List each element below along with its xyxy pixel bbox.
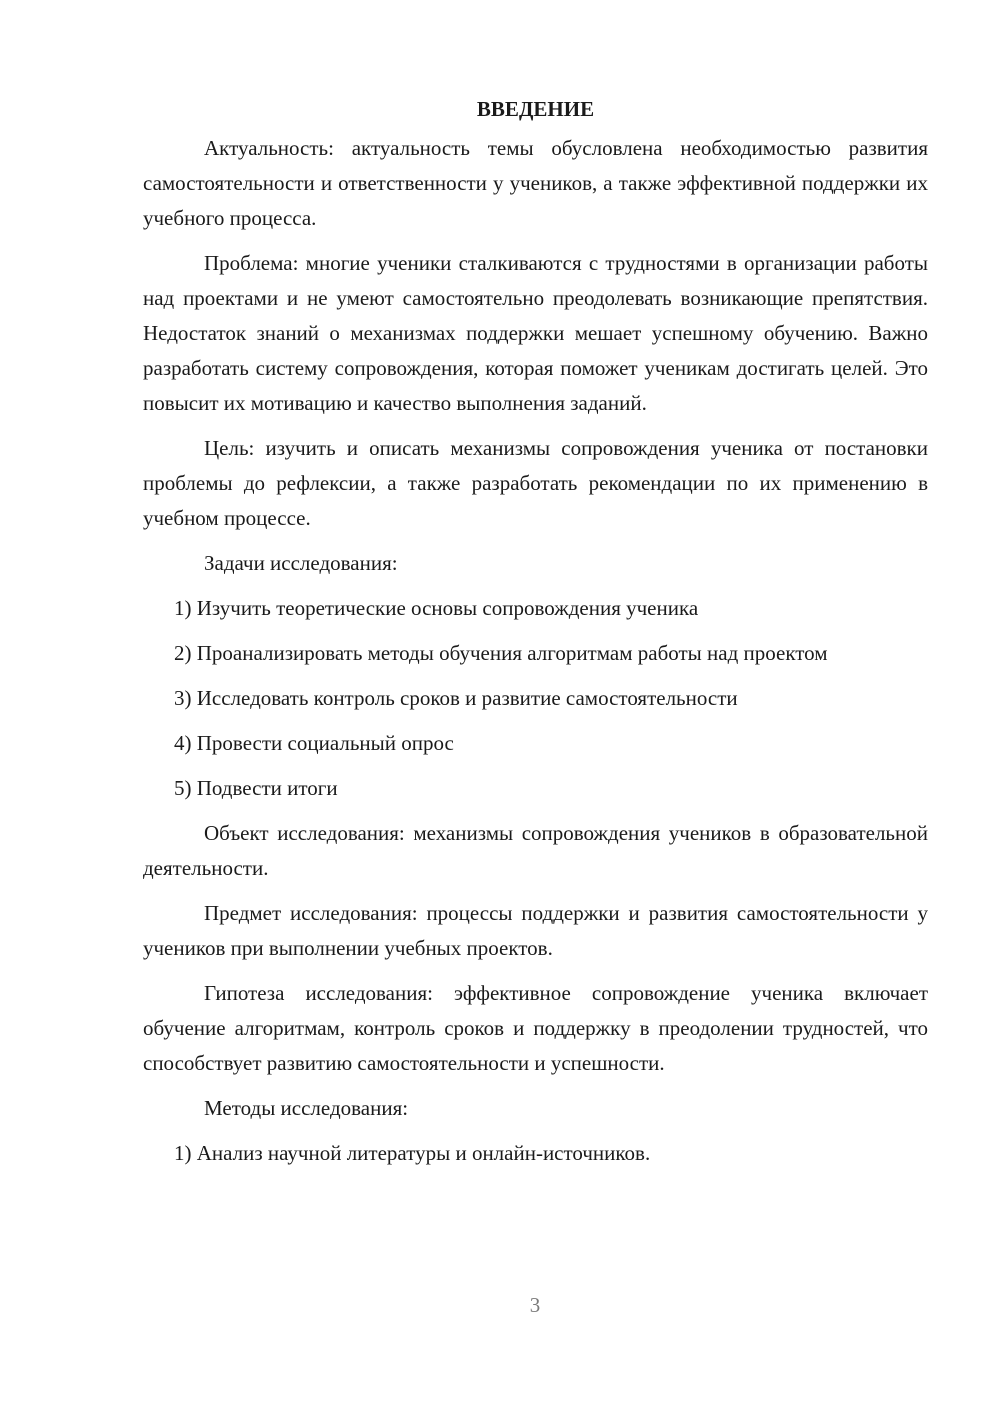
relevance-paragraph: Актуальность: актуальность темы обусловлена необходимостью развития самостоятельности и ответственности у учеников, а также эффективной поддержки их учебного процесса. (143, 136, 928, 230)
methods-heading: Методы исследования: (204, 1096, 409, 1120)
document-page (143, 92, 928, 1171)
task-item-3: 3) Исследовать контроль сроков и развитие самостоятельности (174, 686, 738, 710)
object-paragraph: Объект исследования: механизмы сопровождения учеников в образовательной деятельности. (143, 821, 928, 880)
task-item-4: 4) Провести социальный опрос (174, 731, 454, 755)
task-item-1: 1) Изучить теоретические основы сопровождения ученика (174, 596, 699, 620)
task-item-5: 5) Подвести итоги (174, 776, 338, 800)
task-item-2: 2) Проанализировать методы обучения алгоритмам работы над проектом (174, 641, 828, 665)
tasks-heading: Задачи исследования: (204, 551, 398, 575)
page-title: ВВЕДЕНИЕ (476, 97, 595, 121)
hypothesis-paragraph: Гипотеза исследования: эффективное сопровождение ученика включает обучение алгоритмам, контроль сроков и поддержку в преодолении трудностей, что способствует развитию самостоятельности и успешности. (143, 981, 928, 1075)
goal-paragraph: Цель: изучить и описать механизмы сопровождения ученика от постановки проблемы до рефлексии, а также разработать рекомендации по их применению в учебном процессе. (143, 436, 928, 530)
method-item-1: 1) Анализ научной литературы и онлайн-источников. (174, 1141, 651, 1165)
problem-paragraph: Проблема: многие ученики сталкиваются с трудностями в организации работы над проектами и не умеют самостоятельно преодолевать возникающие препятствия. Недостаток знаний о механизмах поддержки мешает успешному обучению. Важно разработать систему сопровождения, которая поможет ученикам достигать целей. Это повысит их мотивацию и качество выполнения заданий. (143, 251, 928, 415)
page-number: 3 (529, 1293, 541, 1317)
subject-paragraph: Предмет исследования: процессы поддержки и развития самостоятельности у учеников при выполнении учебных проектов. (143, 901, 928, 960)
